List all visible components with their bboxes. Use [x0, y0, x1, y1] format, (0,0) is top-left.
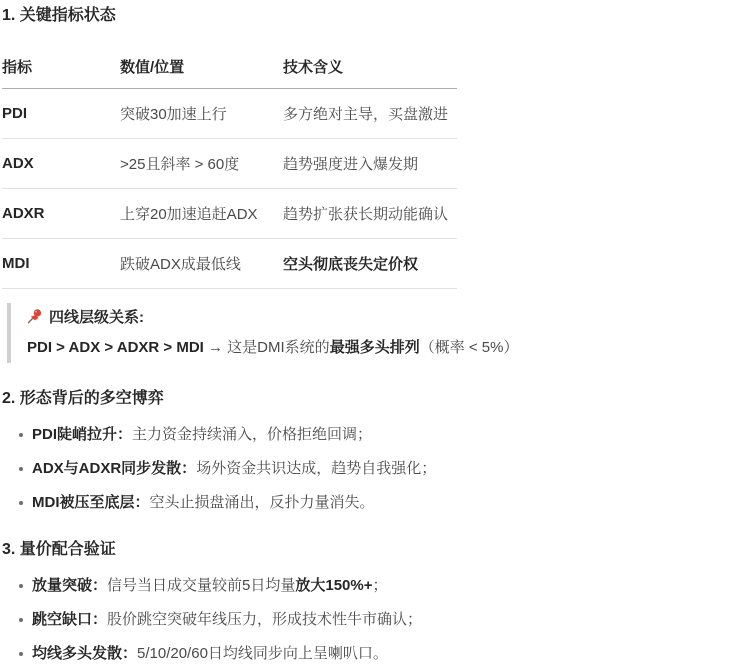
callout-suffix-text: （概率 < 5%） [419, 339, 519, 356]
indicator-name: PDI [2, 89, 120, 139]
list-item [32, 610, 743, 630]
indicator-table [2, 50, 457, 289]
bullet-bold-text: 放大150%+ [295, 577, 373, 594]
indicator-name: ADX [2, 139, 120, 189]
bullet-lead: 跳空缺口： [32, 611, 108, 628]
bullet-tail: ； [372, 577, 388, 594]
section-2-heading: 2. 形态背后的多空博弈 [2, 390, 164, 407]
list-item [32, 493, 743, 513]
bullet-lead: 均线多头发散： [32, 645, 138, 662]
table-row [2, 239, 457, 289]
section-3-bullet-list [2, 576, 743, 664]
table-header-indicator: 指标 [2, 50, 120, 89]
list-item [32, 644, 743, 664]
callout-formula-line [27, 337, 743, 359]
section-2-bullet-list [2, 425, 743, 513]
table-row [2, 89, 457, 139]
indicator-meaning: 空头彻底丧失定价权 [283, 239, 457, 289]
table-header-meaning: 技术含义 [283, 50, 457, 89]
bullet-lead: MDI被压至底层： [32, 494, 150, 511]
bullet-text: 股价跳空突破年线压力，形成技术性牛市确认； [107, 611, 423, 628]
list-item [32, 459, 743, 479]
pushpin-icon [27, 308, 43, 324]
bullet-lead: ADX与ADXR同步发散： [32, 460, 197, 477]
indicator-value: 上穿20加速追赶ADX [120, 189, 283, 239]
bullet-lead: PDI陡峭拉升： [32, 426, 133, 443]
callout-title: 四线层级关系: [49, 309, 144, 326]
indicator-name: ADXR [2, 189, 120, 239]
section-1-heading: 1. 关键指标状态 [2, 7, 116, 24]
bullet-lead: 放量突破： [32, 577, 108, 594]
table-row [2, 189, 457, 239]
callout-mid-text: → 这是DMI系统的 [203, 339, 330, 356]
key-relationship-callout [7, 303, 743, 363]
indicator-value: 跌破ADX成最低线 [120, 239, 283, 289]
indicator-value: 突破30加速上行 [120, 89, 283, 139]
indicator-meaning: 多方绝对主导，买盘激进 [283, 89, 457, 139]
list-item [32, 425, 743, 445]
table-row [2, 139, 457, 189]
section-3-heading: 3. 量价配合验证 [2, 541, 116, 558]
indicator-value: >25且斜率 > 60度 [120, 139, 283, 189]
bullet-text: 场外资金共识达成，趋势自我强化； [196, 460, 437, 477]
callout-bold-text: 最强多头排列 [329, 339, 420, 356]
callout-formula: PDI > ADX > ADXR > MDI [27, 339, 204, 356]
table-header-value: 数值/位置 [120, 50, 283, 89]
indicator-name: MDI [2, 239, 120, 289]
list-item [32, 576, 743, 596]
indicator-meaning: 趋势强度进入爆发期 [283, 139, 457, 189]
bullet-text: 主力资金持续涌入，价格拒绝回调； [132, 426, 373, 443]
indicator-meaning: 趋势扩张获长期动能确认 [283, 189, 457, 239]
bullet-text: 空头止损盘涌出，反扑力量消失。 [149, 494, 375, 511]
bullet-text: 信号当日成交量较前5日均量 [107, 577, 296, 594]
table-header-row [2, 50, 457, 89]
bullet-text: 5/10/20/60日均线同步向上呈喇叭口。 [137, 645, 388, 662]
callout-title-line [27, 307, 743, 329]
